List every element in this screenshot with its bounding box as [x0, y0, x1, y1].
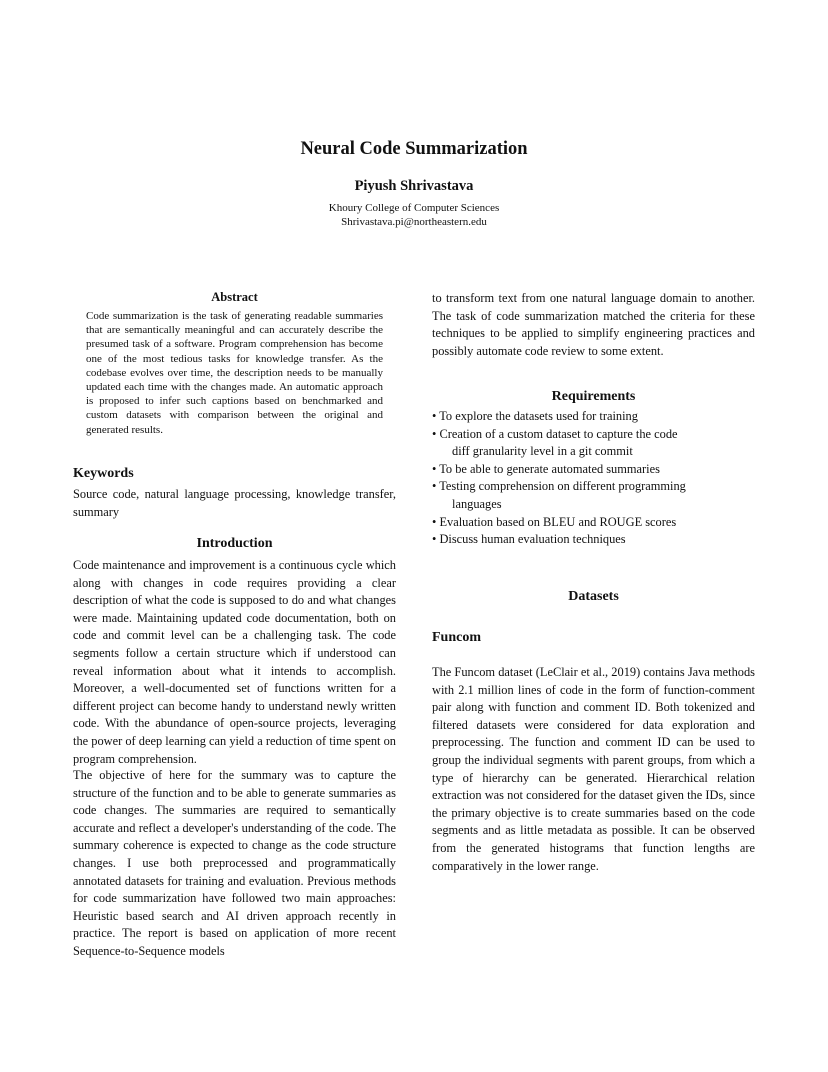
- introduction-paragraph-2-continued: to transform text from one natural language domain to another. The task of code summarization matched the criteria for these techniques to be applied to simplify engineering practices and possibly automate code review to some extent.: [432, 291, 755, 358]
- funcom-heading: Funcom: [432, 630, 481, 645]
- requirement-item: • Creation of a custom dataset to capture the code diff granularity level in a git commit: [432, 426, 678, 459]
- abstract-section: [86, 290, 383, 437]
- requirement-item: • Evaluation based on BLEU and ROUGE scores: [432, 514, 677, 529]
- keywords-text: Source code, natural language processing, knowledge transfer, summary: [73, 487, 396, 519]
- author-affiliation: Khoury College of Computer Sciences: [328, 202, 500, 214]
- paper-title: Neural Code Summarization: [300, 139, 528, 159]
- author-email: Shrivastava.pi@northeastern.edu: [341, 216, 487, 228]
- requirement-item: • Discuss human evaluation techniques: [432, 532, 626, 547]
- introduction-paragraph-1: Code maintenance and improvement is a continuous cycle which along with changes in code requires providing a clear description of what the code is supposed to do and what changes were made. Maintaining updated code documentation, both on code and commit level can be a challenging task. The code segments follow a certain structure which if understood can reveal information about what it intends to accomplish. Moreover, a well-documented set of functions written for a different project can become handy to understand newly written code. With the abundance of open-source projects, leveraging the power of deep learning can yield a reduction of time spent on program comprehension.: [73, 558, 396, 766]
- author-name: Piyush Shrivastava: [354, 178, 474, 194]
- requirement-item: • Testing comprehension on different programming languages: [432, 479, 686, 511]
- abstract-text: Code summarization is the task of generating readable summaries that are semantically meaningful and can accurately describe the presumed task of a software. Program comprehension has become one of the most tedious tasks for knowledge transfer. As the codebase evolves over time, the description needs to be manually updated each time with the changes made. An automatic approach is proposed to infer such captions based on benchmarked and custom datasets with comparison between the original and generated results.: [86, 310, 383, 436]
- abstract-heading: Abstract: [211, 290, 258, 304]
- requirement-item: • To explore the datasets used for training: [432, 409, 638, 423]
- funcom-text: The Funcom dataset (LeClair et al., 2019) contains Java methods with 2.1 million lines of code in the form of function-comment pair along with function and comment ID. Both tokenized and filtered datasets were considered for data exploration and preprocessing. The function and comment ID can be used to group the individual segments with parent groups, from which a type of hierarchy can be generated. Hierarchical relation extraction was not considered for the dataset given the IDs, since the primary objective is to create summaries based on the code segments and as little metadata as possible. It can be observed from the generated histograms that function lengths are comparatively in the lower range.: [432, 665, 755, 873]
- introduction-paragraph-2: The objective of here for the summary was to capture the structure of the function and to be able to generate summaries as code changes. The summaries are required to semantically accurate and reflect a developer's understanding of the code. The summary coherence is expected to change as the code structure changes. I use both preprocessed and programmatically annotated datasets for training and evaluation. Previous methods for code summarization have followed two main approaches: Heuristic based search and AI driven approach recently in practice. The report is based on application of more recent Sequence-to-Sequence models: [73, 768, 396, 958]
- introduction-heading: Introduction: [196, 536, 273, 551]
- requirements-heading: Requirements: [551, 389, 636, 404]
- datasets-heading: Datasets: [568, 589, 619, 604]
- author-affiliation-block: [0, 201, 828, 229]
- requirements-list: [432, 408, 762, 549]
- keywords-heading: Keywords: [73, 466, 134, 481]
- requirement-item: • To be able to generate automated summaries: [432, 461, 660, 476]
